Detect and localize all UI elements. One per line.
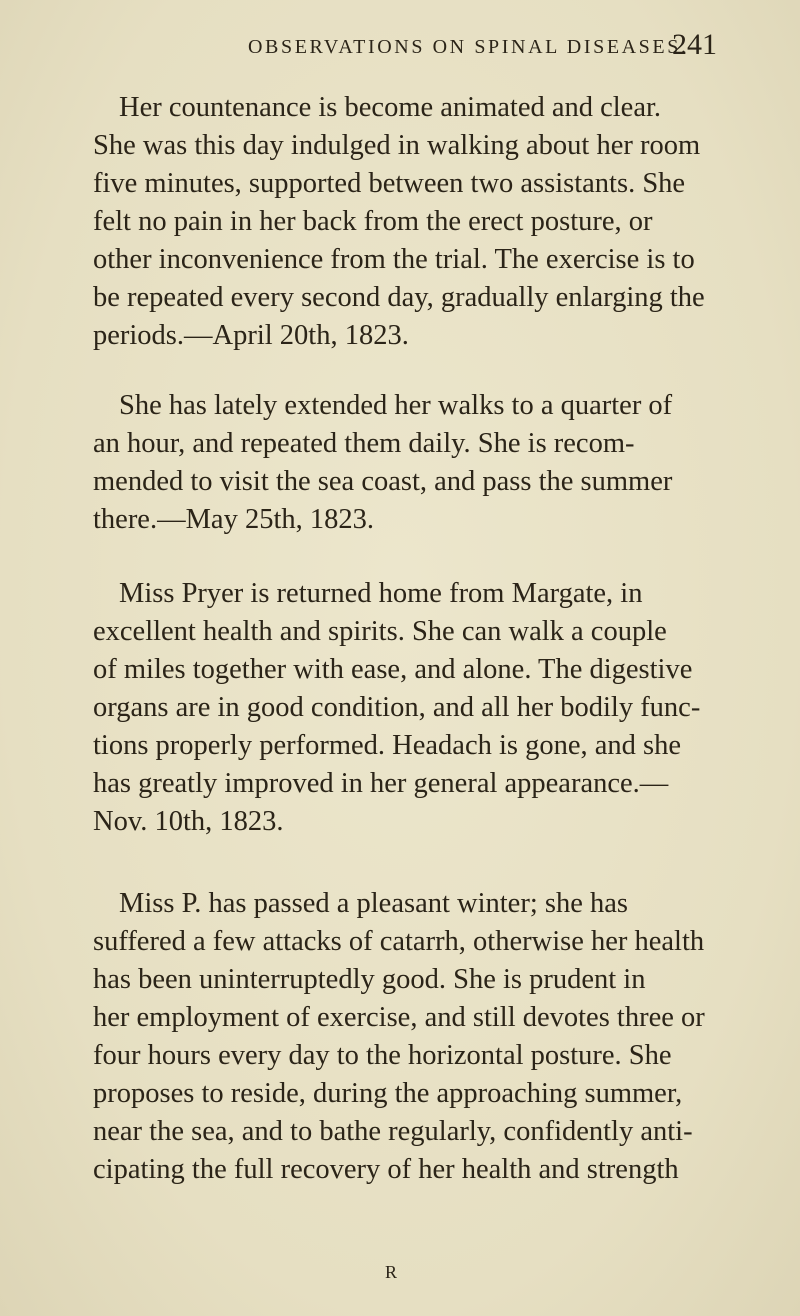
text-line: felt no pain in her back from the erect posture, or <box>93 206 653 237</box>
signature-mark: R <box>385 1262 398 1282</box>
text-line: proposes to reside, during the approaching summer, <box>93 1078 683 1109</box>
text-line: periods.—April 20th, 1823. <box>93 320 409 351</box>
text-line: She has lately extended her walks to a quarter of <box>119 390 673 421</box>
text-line: suffered a few attacks of catarrh, otherwise her health <box>93 926 705 957</box>
text-line: excellent health and spirits. She can walk a couple <box>93 616 667 647</box>
text-line: has greatly improved in her general appearance.— <box>93 768 669 799</box>
text-line: near the sea, and to bathe regularly, confidently anti- <box>93 1116 693 1147</box>
text-line: other inconvenience from the trial. The exercise is to <box>93 244 695 275</box>
text-line: tions properly performed. Headach is gone, and she <box>93 730 682 761</box>
text-line: has been uninterruptedly good. She is prudent in <box>93 964 646 995</box>
text-line: Nov. 10th, 1823. <box>93 806 284 837</box>
running-title: OBSERVATIONS ON SPINAL DISEASES. <box>248 36 689 58</box>
text-line: cipating the full recovery of her health and strength <box>93 1154 679 1185</box>
text-line: organs are in good condition, and all her bodily func- <box>93 692 701 723</box>
running-head <box>0 26 800 66</box>
text-line: Miss P. has passed a pleasant winter; she has <box>119 888 628 919</box>
text-line: Miss Pryer is returned home from Margate, in <box>119 578 643 609</box>
page-number: 241 <box>672 28 717 61</box>
text-line: She was this day indulged in walking about her room <box>93 130 701 161</box>
text-line: Her countenance is become animated and clear. <box>119 92 662 123</box>
text-line: be repeated every second day, gradually enlarging the <box>93 282 705 313</box>
text-line: her employment of exercise, and still devotes three or <box>93 1002 705 1033</box>
text-line: of miles together with ease, and alone. The digestive <box>93 654 693 685</box>
text-line: an hour, and repeated them daily. She is recom- <box>93 428 635 459</box>
text-line: mended to visit the sea coast, and pass the summer <box>93 466 673 497</box>
text-line: there.—May 25th, 1823. <box>93 504 374 535</box>
text-line: four hours every day to the horizontal posture. She <box>93 1040 672 1071</box>
text-line: five minutes, supported between two assistants. She <box>93 168 686 199</box>
